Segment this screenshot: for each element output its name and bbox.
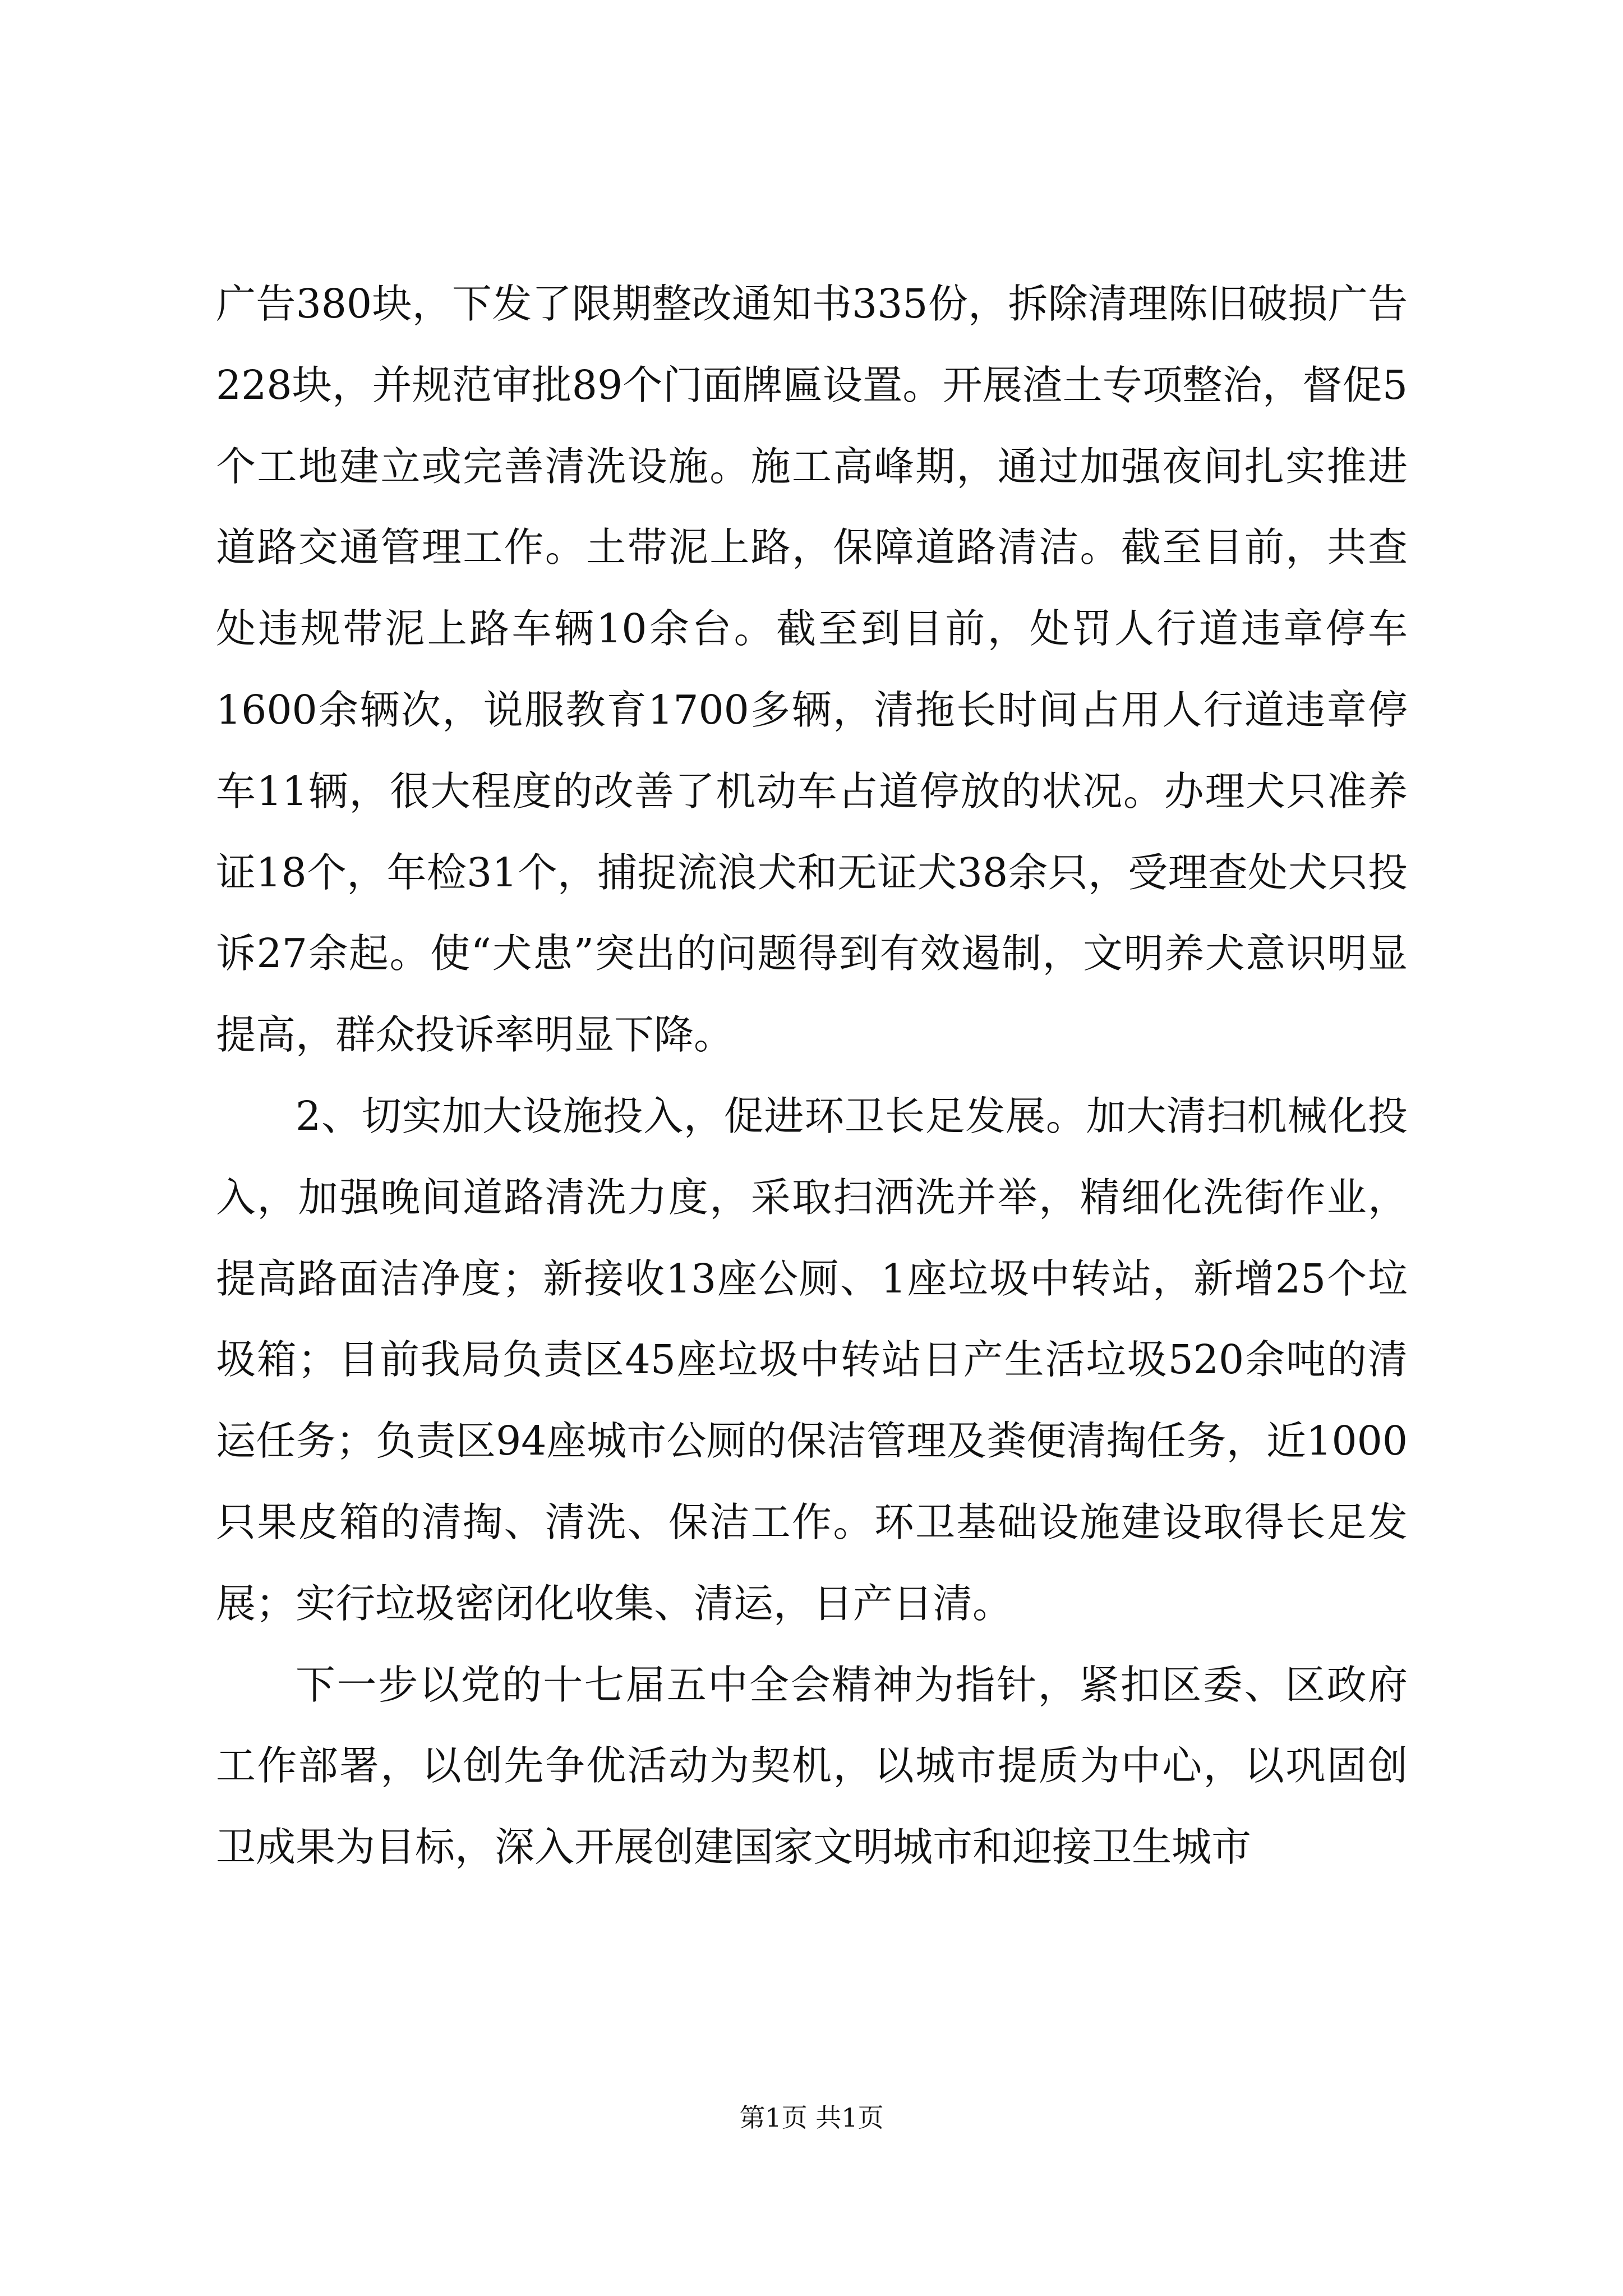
page-footer: 第1页 共1页 bbox=[739, 2102, 884, 2133]
body-paragraph-1: 广告380块，下发了限期整改通知书335份，拆除清理陈旧破损广告228块，并规范审批89个门面牌匾设置。开展渣土专项整治，督促5个工地建立或完善清洗设施。施工高峰期，通过加强夜间扎实推进道路交通管理工作。土带泥上路，保障道路清洁。截至目前，共查处违规带泥上路车辆10余台。截至到目前，处罚人行道违章停车1600余辆次，说服教育1700多辆，清拖长时间占用人行道违章停车11辆，很大程度的改善了机动车占道停放的状况。办理犬只准养证18个，年检31个，捕捉流浪犬和无证犬38余只，受理查处犬只投诉27余起。使“犬患”突出的问题得到有效遏制，文明养犬意识明显提高，群众投诉率明显下降。 bbox=[216, 280, 1408, 1059]
body-paragraph-3: 下一步以党的十七届五中全会精神为指针，紧扣区委、区政府工作部署，以创先争优活动为契机，以城市提质为中心，以巩固创卫成果为目标，深入开展创建国家文明城市和迎接卫生城市 bbox=[216, 1661, 1408, 1871]
body-paragraph-2: 2、切实加大设施投入，促进环卫长足发展。加大清扫机械化投入，加强晚间道路清洗力度，采取扫洒洗并举，精细化洗街作业，提高路面洁净度；新接收13座公厕、1座垃圾中转站，新增25个垃圾箱；目前我局负责区45座垃圾中转站日产生活垃圾520余吨的清运任务；负责区94座城市公厕的保洁管理及粪便清掏任务，近1000只果皮箱的清掏、清洗、保洁工作。环卫基础设施建设取得长足发展；实行垃圾密闭化收集、清运，日产日清。 bbox=[216, 1092, 1408, 1627]
document-body bbox=[216, 264, 1408, 1888]
